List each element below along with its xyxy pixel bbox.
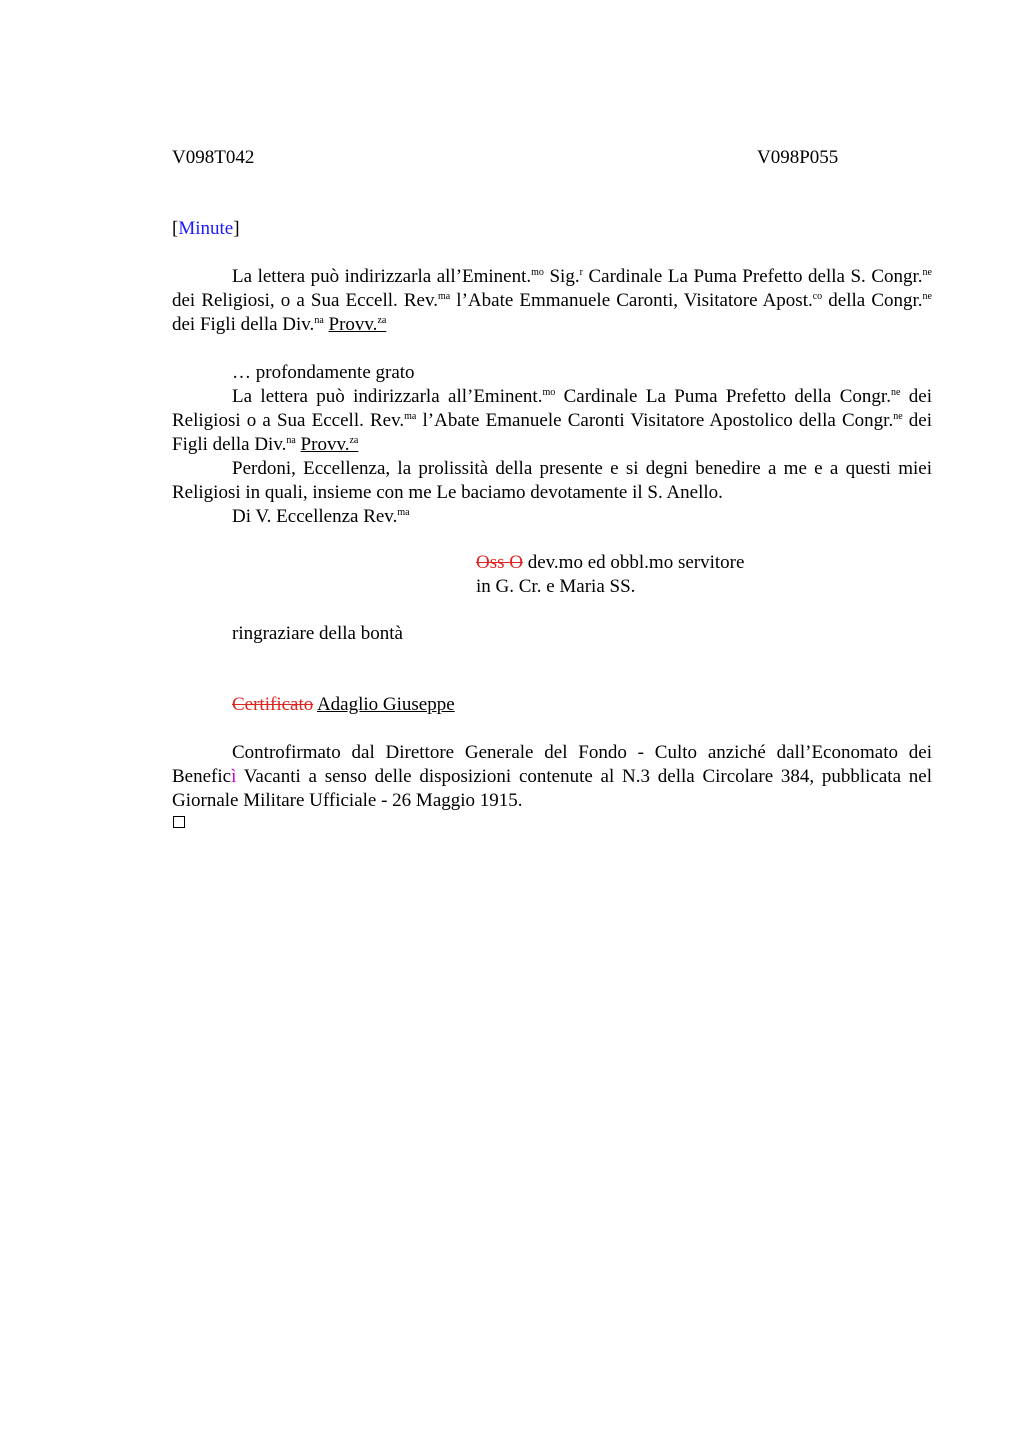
para3-underlined	[301, 434, 359, 455]
closing-paragraph	[172, 741, 932, 813]
para3-sup: ne	[893, 411, 903, 422]
para1-text: dei Figli della Div.	[172, 314, 315, 335]
para3-underlined-text: Provv.	[300, 434, 350, 455]
signature-struck-text: Oss O	[476, 552, 523, 573]
paragraph-1	[172, 265, 932, 337]
para5-text: Di V. Eccellenza Rev.	[232, 506, 398, 527]
closing-text: Controfirmato dal Direttore Generale del Fondo - Culto anziché dall’Economato dei Benefic	[172, 742, 932, 787]
checkbox-square-icon	[173, 816, 185, 828]
signature-line-1	[476, 551, 744, 575]
signature-line-2: in G. Cr. e Maria SS.	[476, 576, 636, 597]
para1-text: l’Abate Emmanuele Caronti, Visitatore Apost.	[450, 290, 813, 311]
paragraph-4: Perdoni, Eccellenza, la prolissità della presente e si degni benedire a me e a questi miei Religiosi in quali, insieme con me Le baciamo devotamente il S. Anello.	[172, 458, 932, 503]
para3-underlined-sup: za	[349, 435, 359, 446]
para1-text: dei Religiosi, o a Sua Eccell. Rev.	[172, 290, 438, 311]
header-left-code: V098T042	[172, 147, 255, 168]
paragraph-2: … profondamente grato	[232, 362, 415, 383]
closing-text: Vacanti a senso delle disposizioni contenute al N.3 della Circolare 384, pubblicata nel Giornale Militare Ufficiale - 26 Maggio 1915.	[172, 766, 932, 811]
para1-sup: r	[579, 267, 583, 278]
para3-sup: ne	[890, 387, 901, 398]
para1-underlined	[329, 314, 387, 335]
para1-sup: ma	[437, 291, 451, 302]
minute-bracket-open: [	[172, 218, 179, 239]
paragraph-3	[172, 385, 932, 457]
certificate-line	[232, 693, 455, 717]
header-right-code: V098P055	[757, 147, 839, 168]
signature-text: dev.mo ed obbl.mo servitore	[522, 552, 745, 573]
para1-text: Sig.	[543, 266, 580, 287]
para1-text: Cardinale La Puma Prefetto della S. Congr.	[582, 266, 923, 287]
para3-sup: mo	[542, 387, 556, 398]
note-ringraziare: ringraziare della bontà	[232, 623, 403, 644]
para3-text: dei Figli della Div.	[172, 410, 933, 455]
para3-sup: na	[286, 435, 296, 446]
para1-sup: ne	[922, 291, 932, 302]
para3-text: La lettera può indirizzarla all’Eminent.	[232, 386, 543, 407]
para1-sup: co	[812, 291, 823, 302]
para3-text: l’Abate Emanuele Caronti Visitatore Apostolico della Congr.	[416, 410, 894, 431]
paragraph-5	[172, 505, 932, 529]
para3-text: Cardinale La Puma Prefetto della Congr.	[555, 386, 891, 407]
minute-bracket-close: ]	[233, 218, 240, 239]
para3-text: dei Religiosi o a Sua Eccell. Rev.	[172, 386, 932, 431]
para1-text: della Congr.	[822, 290, 923, 311]
closing-accent-letter: ì	[231, 766, 237, 787]
para3-sup: ma	[404, 411, 417, 422]
minute-label	[172, 217, 240, 241]
certificate-struck-text: Certificato	[232, 694, 314, 715]
para1-underlined-text: Provv.	[328, 314, 378, 335]
minute-text: Minute	[178, 218, 234, 239]
para1-sup: mo	[531, 267, 544, 278]
para1-text: La lettera può indirizzarla all’Eminent.	[232, 266, 532, 287]
para1-sup: ne	[922, 267, 932, 278]
para5-sup: ma	[397, 507, 410, 518]
para1-underlined-sup: za	[377, 315, 387, 326]
certificate-name: Adaglio Giuseppe	[316, 694, 455, 715]
para1-sup: na	[314, 315, 324, 326]
